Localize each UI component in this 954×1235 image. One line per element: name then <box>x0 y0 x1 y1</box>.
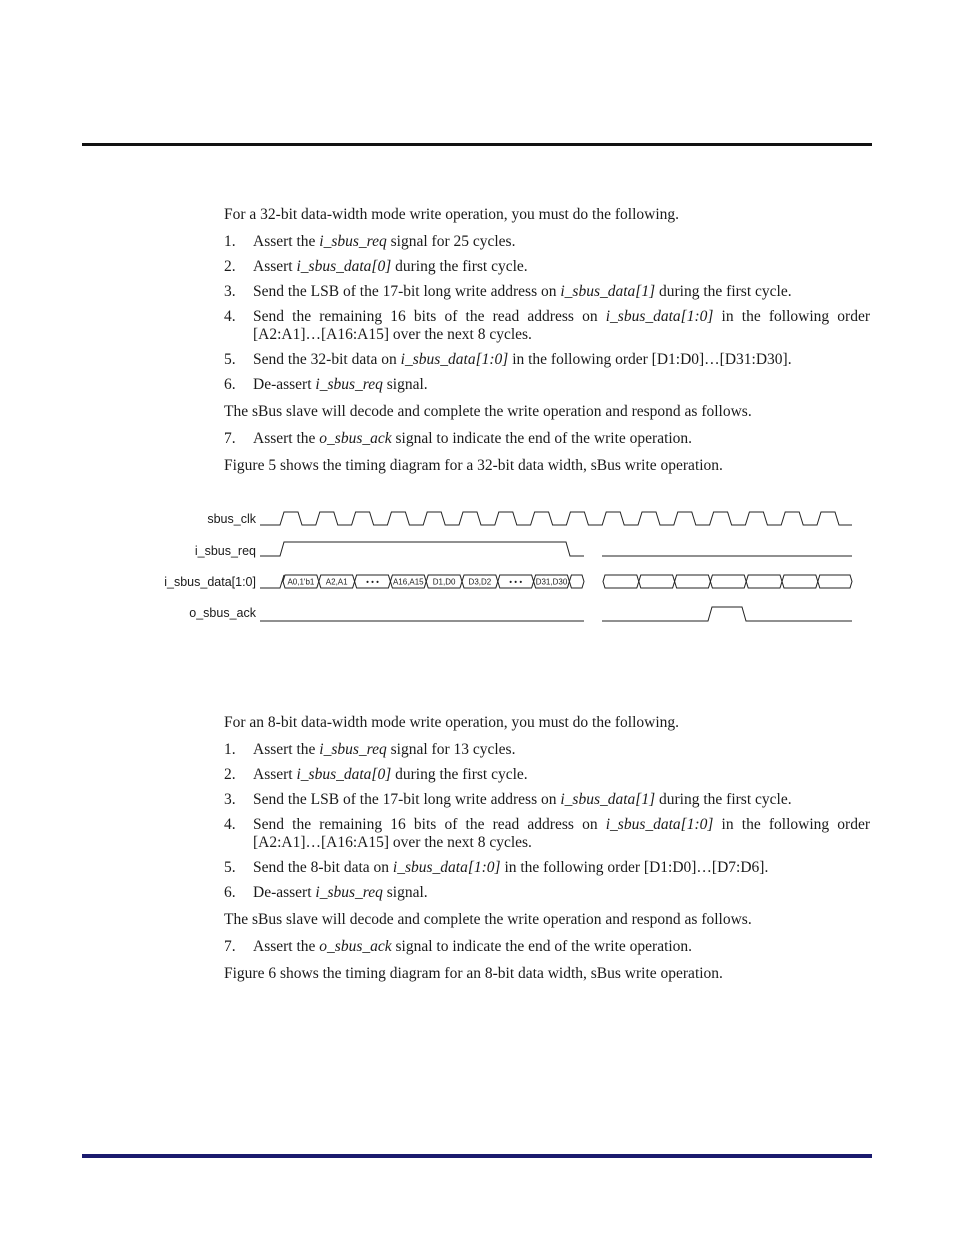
signal-name: o_sbus_ack <box>319 430 392 447</box>
data-cell <box>639 575 675 588</box>
signal-name: i_sbus_req <box>315 884 383 901</box>
timing-diagram <box>150 500 860 630</box>
signal-name: i_sbus_data[1:0] <box>605 308 714 325</box>
figure-reference: Figure 6 shows the timing diagram for an 8-bit data width, sBus write operation. <box>224 965 723 982</box>
step-item: 1. Assert the i_sbus_req signal for 13 cycles. <box>224 741 516 758</box>
data-cell-label: • • • <box>509 577 523 587</box>
step-item: 4. Send the remaining 16 bits of the read address on i_sbus_data[1:0] in the following order [A2:A1]…[A16:A15] over the next 8 cycles. <box>224 308 870 343</box>
section-8bit-write <box>224 714 870 983</box>
signal-label-sbus-clk: sbus_clk <box>207 512 256 526</box>
signal-name: i_sbus_data[1] <box>560 283 656 300</box>
signal-name: i_sbus_data[1:0] <box>605 816 714 833</box>
signal-name: i_sbus_req <box>319 233 387 250</box>
step-item: 4. Send the remaining 16 bits of the read address on i_sbus_data[1:0] in the following order [A2:A1]…[A16:A15] over the next 8 cycles. <box>224 816 870 851</box>
signal-label-o-sbus-ack: o_sbus_ack <box>189 606 256 620</box>
data-cell-label: D31,D30 <box>535 577 568 587</box>
data-cell-label: D3,D2 <box>468 577 492 587</box>
step-item: 7. Assert the o_sbus_ack signal to indicate the end of the write operation. <box>224 430 693 447</box>
data-cell-label: A0,1'b1 <box>287 577 315 587</box>
step-item: 2. Assert i_sbus_data[0] during the first cycle. <box>224 766 528 783</box>
step-item: 3. Send the LSB of the 17-bit long write address on i_sbus_data[1] during the first cycle. <box>224 283 792 300</box>
signal-name: i_sbus_data[1] <box>560 791 656 808</box>
step-item: 5. Send the 8-bit data on i_sbus_data[1:0] in the following order [D1:D0]…[D7:D6]. <box>224 859 769 876</box>
signal-name: i_sbus_data[1:0] <box>400 351 509 368</box>
signal-label-i-sbus-data: i_sbus_data[1:0] <box>164 575 256 589</box>
signal-name: i_sbus_data[1:0] <box>392 859 501 876</box>
step-item: 5. Send the 32-bit data on i_sbus_data[1:0] in the following order [D1:D0]…[D31:D30]. <box>224 351 792 368</box>
steps-list <box>224 741 870 902</box>
waveform-o-sbus-ack <box>260 607 852 621</box>
data-cell <box>603 575 639 588</box>
figure-reference: Figure 5 shows the timing diagram for a 32-bit data width, sBus write operation. <box>224 457 723 474</box>
data-cell <box>675 575 711 588</box>
data-cell <box>569 575 584 588</box>
slave-response-text: The sBus slave will decode and complete the write operation and respond as follows. <box>224 911 752 928</box>
step-item: 7. Assert the o_sbus_ack signal to indicate the end of the write operation. <box>224 938 693 955</box>
step-item: 6. De-assert i_sbus_req signal. <box>224 884 428 901</box>
data-cell <box>710 575 746 588</box>
data-cell-label: A2,A1 <box>325 577 348 587</box>
data-cell <box>746 575 782 588</box>
steps-list <box>224 233 870 394</box>
step-item: 2. Assert i_sbus_data[0] during the first cycle. <box>224 258 528 275</box>
section-intro: For a 32-bit data-width mode write operation, you must do the following. <box>224 206 680 223</box>
step-item: 6. De-assert i_sbus_req signal. <box>224 376 428 393</box>
signal-name: i_sbus_data[0] <box>296 258 392 275</box>
data-cell-label: • • • <box>366 577 379 587</box>
section-intro: For an 8-bit data-width mode write operation, you must do the following. <box>224 714 680 731</box>
signal-name: i_sbus_data[0] <box>296 766 392 783</box>
data-cell <box>818 575 852 588</box>
data-cell <box>782 575 818 588</box>
signal-label-i-sbus-req: i_sbus_req <box>194 544 256 558</box>
waveform-i-sbus-req <box>260 542 852 556</box>
signal-name: i_sbus_req <box>315 376 383 393</box>
header-rule <box>82 143 872 146</box>
signal-name: o_sbus_ack <box>319 938 392 955</box>
data-cell-label: A16,A15 <box>392 577 424 587</box>
footer-rule <box>82 1154 872 1158</box>
signal-name: i_sbus_req <box>319 741 387 758</box>
step-item: 3. Send the LSB of the 17-bit long write address on i_sbus_data[1] during the first cycle. <box>224 791 792 808</box>
slave-response-text: The sBus slave will decode and complete the write operation and respond as follows. <box>224 403 752 420</box>
section-32bit-write <box>224 206 870 475</box>
step-item: 1. Assert the i_sbus_req signal for 25 cycles. <box>224 233 516 250</box>
data-cell-label: D1,D0 <box>432 577 456 587</box>
waveform-sbus-clk <box>260 512 852 525</box>
